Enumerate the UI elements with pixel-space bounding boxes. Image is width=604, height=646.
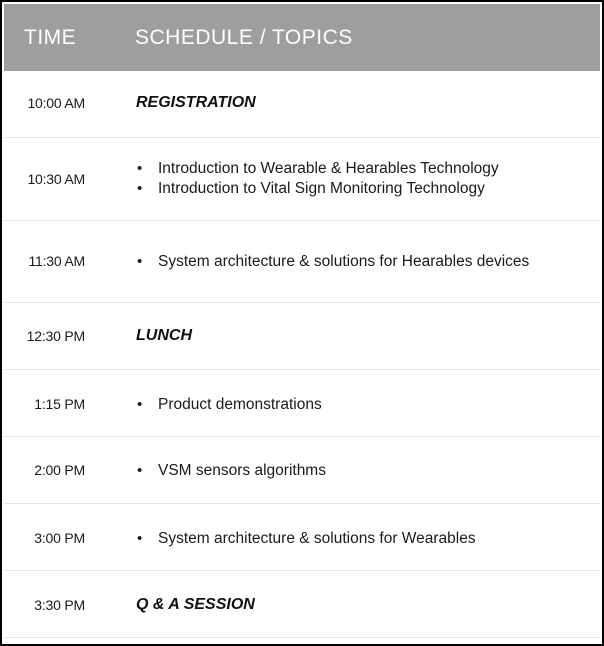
row-title: LUNCH xyxy=(136,327,192,344)
list-item xyxy=(134,159,499,179)
topic-text: Introduction to Wearable & Hearables Technology xyxy=(158,160,499,177)
bullet-icon: • xyxy=(137,462,143,479)
table-row xyxy=(4,437,600,504)
topic-text: VSM sensors algorithms xyxy=(158,462,326,479)
row-time: 3:00 PM xyxy=(34,530,85,546)
table-row xyxy=(4,138,600,221)
topic-list xyxy=(134,252,529,272)
topic-text: Product demonstrations xyxy=(158,396,322,413)
bullet-icon: • xyxy=(137,396,143,413)
list-item xyxy=(134,461,326,481)
topic-text: Introduction to Vital Sign Monitoring Technology xyxy=(158,180,485,197)
header-topics: SCHEDULE / TOPICS xyxy=(135,26,353,49)
topic-text: System architecture & solutions for Wearables xyxy=(158,530,476,547)
bullet-icon: • xyxy=(137,180,143,197)
bullet-icon: • xyxy=(137,160,143,177)
topic-list xyxy=(134,395,322,415)
row-time: 1:15 PM xyxy=(34,396,85,412)
row-time: 10:00 AM xyxy=(27,95,85,111)
list-item xyxy=(134,179,499,199)
topic-list xyxy=(134,159,499,199)
table-row xyxy=(4,221,600,303)
table-header xyxy=(4,4,600,71)
bullet-icon: • xyxy=(137,253,143,270)
table-row xyxy=(4,571,600,638)
table-row xyxy=(4,71,600,138)
row-time: 12:30 PM xyxy=(26,328,85,344)
topic-list xyxy=(134,529,476,549)
topic-text: System architecture & solutions for Hearables devices xyxy=(158,253,530,270)
bullet-icon: • xyxy=(137,530,143,547)
header-time: TIME xyxy=(24,26,77,49)
list-item xyxy=(134,395,322,415)
row-time: 2:00 PM xyxy=(34,462,85,478)
topic-list xyxy=(134,461,326,481)
list-item xyxy=(134,252,529,272)
row-time: 10:30 AM xyxy=(27,171,85,187)
table-row xyxy=(4,370,600,437)
row-time: 11:30 AM xyxy=(28,253,85,269)
table-row xyxy=(4,303,600,370)
table-row xyxy=(4,504,600,571)
row-time: 3:30 PM xyxy=(34,597,85,613)
row-title: Q & A SESSION xyxy=(136,596,255,613)
list-item xyxy=(134,529,476,549)
row-title: REGISTRATION xyxy=(136,94,256,111)
